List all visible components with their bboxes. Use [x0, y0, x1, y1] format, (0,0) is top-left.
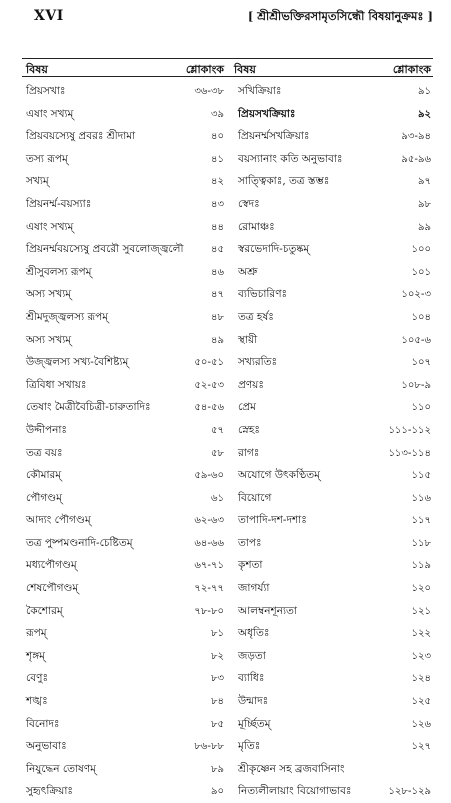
left-column	[22, 58, 226, 798]
index-entry	[230, 442, 433, 465]
entry-title: এষাং সখ্যম্	[26, 220, 74, 233]
index-entry	[230, 80, 433, 103]
entry-title: শৃঙ্গম্	[26, 649, 46, 662]
entry-title: অস্য সখ্যম্	[26, 333, 72, 346]
index-entry	[230, 261, 433, 284]
entry-verse-number: ৭২-৭৭	[194, 583, 224, 595]
index-entry	[230, 464, 433, 487]
left-column-header	[22, 61, 226, 77]
entry-verse-number: ১১৮	[411, 537, 431, 549]
index-entry	[230, 193, 433, 216]
entry-title: অশ্রু	[238, 265, 258, 278]
index-entry	[230, 103, 433, 126]
entry-title: অস্য সখ্যম্	[26, 288, 72, 301]
entry-title: বিনোদঃ	[26, 717, 60, 730]
entry-title: তত্র পুষ্পমণ্ডনাদি-চেষ্টিতম্	[26, 536, 133, 549]
entry-verse-number: ১২৪	[411, 673, 431, 685]
entry-verse-number: ৪৬	[211, 266, 224, 278]
entry-verse-number: ৬৪-৬৬	[194, 537, 224, 549]
verse-heading: শ্লোকাংক	[392, 63, 431, 76]
index-entry	[22, 374, 226, 397]
index-entry	[22, 487, 226, 510]
entry-title: সাত্ত্বিকাঃ, তত্র স্তম্ভঃ	[238, 175, 330, 188]
entry-verse-number: ১০৫-৬	[401, 334, 431, 346]
entry-verse-number: ১১৬	[411, 492, 431, 504]
index-entry	[22, 758, 226, 781]
entry-verse-number: ৫৪-৫৬	[194, 402, 224, 414]
index-entry	[230, 735, 433, 758]
entry-title: শ্রীকৃষ্ণেন সহ ব্রজবাসিনাং	[238, 762, 345, 775]
entry-title: স্বরভেদাদি-চতুষ্কম্	[238, 243, 310, 256]
index-entry	[22, 80, 226, 103]
page-number: XVI	[34, 8, 64, 24]
index-entry	[22, 600, 226, 623]
entry-verse-number: ১১৯	[411, 560, 431, 572]
entry-verse-number: ৫৯-৬০	[194, 470, 224, 482]
entry-title: নিযুদ্ধেন তোষণম্	[26, 762, 96, 775]
entry-title: নিত্যলীলায়াং বিয়োগাভাবঃ	[238, 785, 352, 798]
index-entry	[22, 419, 226, 442]
entry-title: মৃতিঃ	[238, 740, 261, 753]
index-entry	[230, 216, 433, 239]
entry-verse-number: ৭৮-৮০	[194, 605, 224, 617]
entry-verse-number: ৪৫	[211, 244, 224, 256]
entry-verse-number: ৯৮	[418, 198, 431, 210]
index-entry	[22, 713, 226, 736]
index-entry	[230, 713, 433, 736]
entry-verse-number: ৫০-৫১	[194, 357, 224, 369]
entry-title: কৌমারম্	[26, 469, 62, 482]
entry-title: এষাং সখ্যম্	[26, 107, 74, 120]
index-entry	[230, 554, 433, 577]
entry-title: বয়স্যানাং কতি অনুভাবাঃ	[238, 152, 343, 165]
index-entry	[22, 690, 226, 713]
index-entry	[230, 622, 433, 645]
entry-verse-number: ৮২	[211, 650, 224, 662]
entry-title: সুহৃৎক্রিয়াঃ	[26, 785, 74, 798]
running-title: [ শ্রীশ্রীভক্তিরসামৃতসিন্ধৌ বিষয়ানুক্রমঃ ]	[247, 9, 433, 23]
index-entry	[230, 509, 433, 532]
index-entry	[230, 238, 433, 261]
entry-title: অধৃতিঃ	[238, 627, 270, 640]
entry-verse-number: ৪৮	[211, 311, 224, 323]
subject-heading: বিষয়	[26, 63, 48, 76]
entry-verse-number: ৯৫-৯৬	[401, 153, 431, 165]
index-entry	[230, 125, 433, 148]
entry-title: তত্র হর্ষঃ	[238, 310, 274, 323]
entry-verse-number: ৩৯	[211, 108, 224, 120]
entry-title: কৈশোরম্	[26, 604, 63, 617]
index-entry	[22, 125, 226, 148]
entry-title: কৃশতা	[238, 559, 263, 572]
entry-verse-number: ৯১	[418, 86, 431, 97]
entry-verse-number: ১১১-১১২	[388, 424, 431, 436]
index-entry	[230, 148, 433, 171]
index-entry	[22, 306, 226, 329]
entry-title: সখিক্রিয়াঃ	[238, 85, 282, 97]
entry-title: ত্রিবিধা সখায়ঃ	[26, 378, 87, 391]
entry-verse-number: ৪০	[211, 131, 224, 143]
entry-verse-number: ১১৩-১১৪	[388, 447, 431, 459]
right-entry-list	[230, 80, 433, 803]
index-entry	[230, 396, 433, 419]
index-entry	[230, 329, 433, 352]
left-entry-list	[22, 80, 226, 803]
entry-title: শ্রীসুবলস্য রূপম্	[26, 265, 92, 278]
entry-verse-number: ১২৫	[411, 696, 431, 708]
index-entry	[22, 238, 226, 261]
entry-verse-number: ৪১	[211, 153, 224, 165]
entry-verse-number: ৬৭-৭১	[194, 560, 224, 572]
subject-heading: বিষয়	[234, 63, 256, 76]
index-entry	[230, 780, 433, 803]
right-column-header	[230, 61, 433, 77]
entry-title: প্রিয়নর্ম্মসখক্রিয়াঃ	[238, 130, 310, 143]
page-header	[34, 8, 433, 36]
entry-verse-number: ৯৯	[418, 221, 431, 233]
index-entry	[22, 464, 226, 487]
entry-title: পৌগণ্ডম্	[26, 491, 63, 504]
index-entry	[22, 667, 226, 690]
entry-title: তাপঃ	[238, 536, 262, 549]
entry-title: শেষপৌগণ্ডম্	[26, 582, 79, 595]
index-entry	[22, 780, 226, 803]
entry-title: প্রিয়সখাঃ	[26, 85, 66, 97]
entry-title: রূপম্	[26, 627, 47, 640]
index-entry	[22, 170, 226, 193]
entry-verse-number: ৫৭	[211, 424, 224, 436]
entry-verse-number: ১১০	[411, 402, 431, 414]
entry-title: উন্মাদঃ	[238, 695, 269, 708]
index-entry	[22, 442, 226, 465]
entry-title: তেষাং মৈত্রীবৈচিত্রী-চারুতাদিঃ	[26, 401, 151, 414]
entry-verse-number: ৯২	[418, 108, 431, 120]
entry-verse-number: ১১৫	[411, 470, 431, 482]
index-entry	[230, 170, 433, 193]
entry-title: সখ্যম্	[26, 175, 49, 188]
index-entry	[22, 261, 226, 284]
entry-title: প্রিয়নর্ম্ম-বয়স্যাঃ	[26, 197, 92, 210]
entry-verse-number: ৮১	[211, 628, 224, 640]
entry-verse-number: ৫২-৫৩	[194, 379, 224, 391]
entry-verse-number: ৮৬-৮৮	[194, 741, 224, 753]
index-entry	[22, 216, 226, 239]
entry-verse-number: ১২৩	[411, 650, 431, 662]
entry-title: অনুভাবাঃ	[26, 740, 67, 753]
entry-verse-number: ৬২-৬৩	[194, 515, 224, 527]
index-entry	[230, 419, 433, 442]
entry-verse-number: ১০৮-৯	[401, 379, 431, 391]
entry-title: উদ্দীপনাঃ	[26, 423, 67, 436]
index-entry	[230, 758, 433, 781]
index-entry	[22, 577, 226, 600]
entry-verse-number: ৪৭	[211, 289, 224, 301]
index-entry	[22, 735, 226, 758]
entry-verse-number: ৬১	[211, 492, 224, 504]
entry-title: প্রেম	[238, 401, 256, 414]
index-entry	[22, 509, 226, 532]
index-entry	[22, 329, 226, 352]
entry-title: রোমাঞ্চঃ	[238, 220, 275, 233]
entry-verse-number: ৮৯	[211, 763, 224, 775]
entry-title: জড়তা	[238, 649, 266, 662]
entry-verse-number: ১২২	[411, 628, 431, 640]
entry-verse-number: ৮৪	[211, 696, 224, 708]
entry-title: সখ্যরতিঃ	[238, 356, 278, 369]
index-entry	[230, 600, 433, 623]
index-entry	[22, 148, 226, 171]
entry-verse-number: ৪৩	[211, 198, 224, 210]
index-entry	[22, 622, 226, 645]
index-entry	[22, 645, 226, 668]
entry-title: বেণুঃ	[26, 672, 49, 685]
index-entry	[22, 351, 226, 374]
index-entry	[230, 577, 433, 600]
index-entry	[230, 667, 433, 690]
entry-verse-number: ৪২	[211, 176, 224, 188]
entry-title: রাগঃ	[238, 446, 260, 459]
index-entry	[230, 645, 433, 668]
entry-title: বিয়োগে	[238, 491, 272, 504]
entry-title: স্বেদঃ	[238, 197, 260, 210]
entry-title: ব্যভিচারিণঃ	[238, 288, 288, 301]
entry-verse-number: ৫৮	[211, 447, 224, 459]
index-entry	[230, 351, 433, 374]
index-entry	[230, 283, 433, 306]
entry-title: তত্র বয়ঃ	[26, 446, 63, 459]
entry-verse-number: ৯৭	[418, 176, 431, 188]
entry-title: তস্য রূপম্	[26, 152, 68, 165]
index-entry	[22, 283, 226, 306]
entry-verse-number: ৪৪	[211, 221, 224, 233]
entry-verse-number: ৮৫	[211, 718, 224, 730]
entry-title: শ্রীমদুজ্জ্বলস্য রূপম্	[26, 310, 109, 323]
index-entry	[22, 396, 226, 419]
entry-verse-number: ১০২-৩	[401, 289, 431, 301]
entry-verse-number: ৪৯	[211, 334, 224, 346]
entry-title: স্নেহঃ	[238, 423, 261, 436]
entry-title: প্রিয়সখক্রিয়াঃ	[238, 107, 296, 120]
entry-title: শঙ্খঃ	[26, 695, 48, 708]
index-entry	[22, 193, 226, 216]
verse-heading: শ্লোকাংক	[185, 63, 224, 76]
entry-title: মধ্যপৌগণ্ডম্	[26, 559, 77, 572]
entry-verse-number: ১২৮-১২৯	[388, 786, 431, 798]
right-column	[230, 58, 433, 798]
index-entry	[230, 532, 433, 555]
entry-title: প্রিয়বয়স্যেষু প্রবরঃ শ্রীদামা	[26, 130, 136, 143]
entry-verse-number: ১০৭	[411, 357, 431, 369]
entry-verse-number: ১২১	[411, 605, 431, 617]
entry-title: আলম্বনশূন্যতা	[238, 604, 297, 617]
entry-title: স্থায়ী	[238, 333, 258, 346]
entry-verse-number: ৯৩-৯৪	[401, 131, 431, 143]
entry-verse-number: ১০১	[411, 266, 431, 278]
entry-verse-number: ১০৪	[411, 311, 431, 323]
entry-verse-number: ৮৩	[211, 673, 224, 685]
index-entry	[22, 554, 226, 577]
entry-title: প্রণয়ঃ	[238, 378, 264, 391]
index-entry	[22, 532, 226, 555]
entry-verse-number: ৯০	[211, 786, 224, 798]
entry-title: আদ্যং পৌগণ্ডম্	[26, 514, 91, 527]
index-entry	[230, 487, 433, 510]
index-entry	[230, 374, 433, 397]
entry-verse-number: ১২০	[411, 583, 431, 595]
index-entry	[22, 103, 226, 126]
index-entry	[230, 306, 433, 329]
entry-verse-number: ১০০	[411, 244, 431, 256]
index-entry	[230, 690, 433, 713]
entry-title: প্রিয়নর্ম্মবয়স্যেষু প্রবরৌ সুবলোজ্জ্বলৌ	[26, 243, 184, 256]
entry-verse-number: ৩৬-৩৮	[194, 86, 224, 97]
entry-title: উজ্জ্বলস্য সখ্য-বৈশিষ্ট্যম্	[26, 356, 129, 369]
entry-title: তাপাদি-দশ-দশাঃ	[238, 514, 307, 527]
entry-title: ব্যাধিঃ	[238, 672, 265, 685]
entry-verse-number: ১২৭	[411, 741, 431, 753]
entry-verse-number: ১২৬	[411, 718, 431, 730]
entry-title: মূর্চ্ছিতম্	[238, 717, 271, 730]
entry-title: জাগর্য্যা	[238, 582, 270, 595]
entry-verse-number: ১১৭	[411, 515, 431, 527]
entry-title: অযোগে উৎকণ্ঠিতম্	[238, 469, 320, 482]
